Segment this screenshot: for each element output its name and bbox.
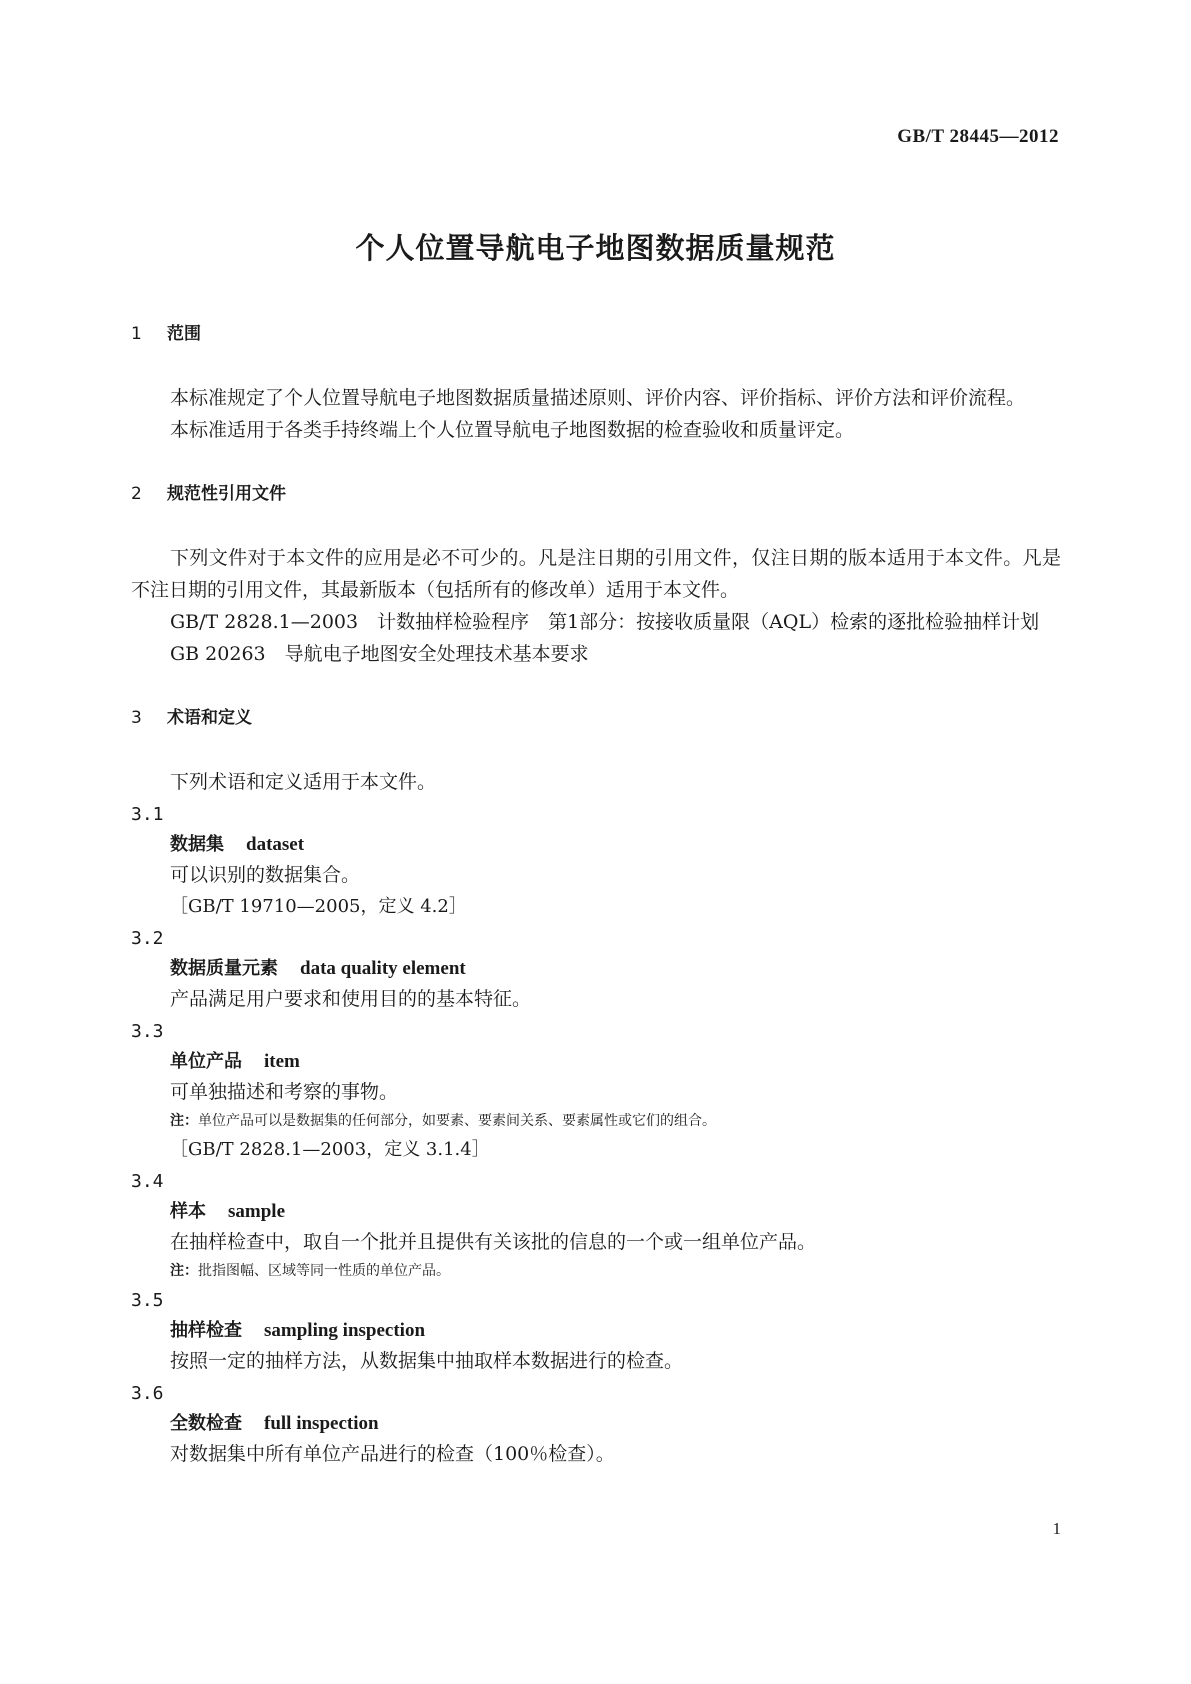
term-en: sample (228, 1201, 285, 1222)
section-heading-normative-references (131, 480, 1061, 508)
term-en: dataset (246, 834, 305, 855)
term-note (131, 1258, 1061, 1284)
term-zh: 样本 (170, 1201, 206, 1222)
term-heading (131, 954, 1061, 984)
section-title: 范围 (167, 324, 201, 344)
term-zh: 抽样检查 (170, 1320, 242, 1341)
paragraph: 下列术语和定义适用于本文件。 (170, 771, 437, 793)
term-heading (131, 1409, 1061, 1439)
term-en: full inspection (264, 1413, 379, 1434)
section-number: 3 (131, 708, 142, 728)
term-heading (131, 1047, 1061, 1077)
term-source: ［GB/T 19710—2005，定义 4.2］ (170, 896, 467, 917)
document-title: 个人位置导航电子地图数据质量规范 (355, 231, 836, 265)
term-definition: 产品满足用户要求和使用目的的基本特征。 (170, 988, 532, 1010)
section-number: 2 (131, 484, 142, 504)
paragraph: 本标准适用于各类手持终端上个人位置导航电子地图数据的检查验收和质量评定。 (170, 419, 855, 441)
note-label: 注： (170, 1263, 198, 1279)
term-number: 3.6 (131, 1383, 164, 1404)
section-heading-terms-definitions (131, 704, 1061, 732)
term-number: 3.2 (131, 928, 164, 949)
section-title: 规范性引用文件 (167, 484, 286, 504)
reference-item: GB 20263 导航电子地图安全处理技术基本要求 (170, 643, 589, 665)
term-heading (131, 1197, 1061, 1227)
document-body (131, 320, 1061, 1470)
term-en: item (264, 1051, 300, 1072)
term-en: sampling inspection (264, 1320, 426, 1341)
term-number: 3.3 (131, 1021, 164, 1042)
section-title: 术语和定义 (167, 708, 252, 728)
term-zh: 数据集 (170, 834, 224, 855)
term-number: 3.4 (131, 1171, 164, 1192)
term-zh: 单位产品 (170, 1051, 242, 1072)
term-number: 3.1 (131, 804, 164, 825)
term-heading (131, 830, 1061, 860)
standard-code: GB/T 28445—2012 (897, 126, 1059, 147)
paragraph: 本标准规定了个人位置导航电子地图数据质量描述原则、评价内容、评价指标、评价方法和评价流程。 (170, 387, 1026, 409)
term-definition: 可以识别的数据集合。 (170, 864, 361, 886)
term-number: 3.5 (131, 1290, 164, 1311)
page-number: 1 (1052, 1519, 1061, 1538)
term-en: data quality element (300, 958, 466, 979)
note-label: 注： (170, 1113, 198, 1129)
section-number: 1 (131, 324, 142, 344)
note-text: 批指图幅、区域等同一性质的单位产品。 (198, 1263, 450, 1279)
term-zh: 数据质量元素 (170, 958, 278, 979)
term-source: ［GB/T 2828.1—2003，定义 3.1.4］ (170, 1139, 490, 1160)
term-definition: 可单独描述和考察的事物。 (170, 1081, 399, 1103)
section-heading-scope (131, 320, 1061, 348)
note-text: 单位产品可以是数据集的任何部分，如要素、要素间关系、要素属性或它们的组合。 (198, 1113, 716, 1129)
term-zh: 全数检查 (170, 1413, 242, 1434)
term-definition: 在抽样检查中，取自一个批并且提供有关该批的信息的一个或一组单位产品。 (170, 1231, 817, 1253)
term-definition: 对数据集中所有单位产品进行的检查（100％检查）。 (170, 1443, 615, 1465)
reference-item: GB/T 2828.1—2003 计数抽样检验程序 第1部分：按接收质量限（AQL）检索的逐批检验抽样计划 (170, 611, 1040, 633)
term-heading (131, 1316, 1061, 1346)
term-definition: 按照一定的抽样方法，从数据集中抽取样本数据进行的检查。 (170, 1350, 684, 1372)
term-note (131, 1108, 1061, 1134)
paragraph: 下列文件对于本文件的应用是必不可少的。凡是注日期的引用文件，仅注日期的版本适用于本文件。凡是不注日期的引用文件，其最新版本（包括所有的修改单）适用于本文件。 (131, 547, 1061, 601)
